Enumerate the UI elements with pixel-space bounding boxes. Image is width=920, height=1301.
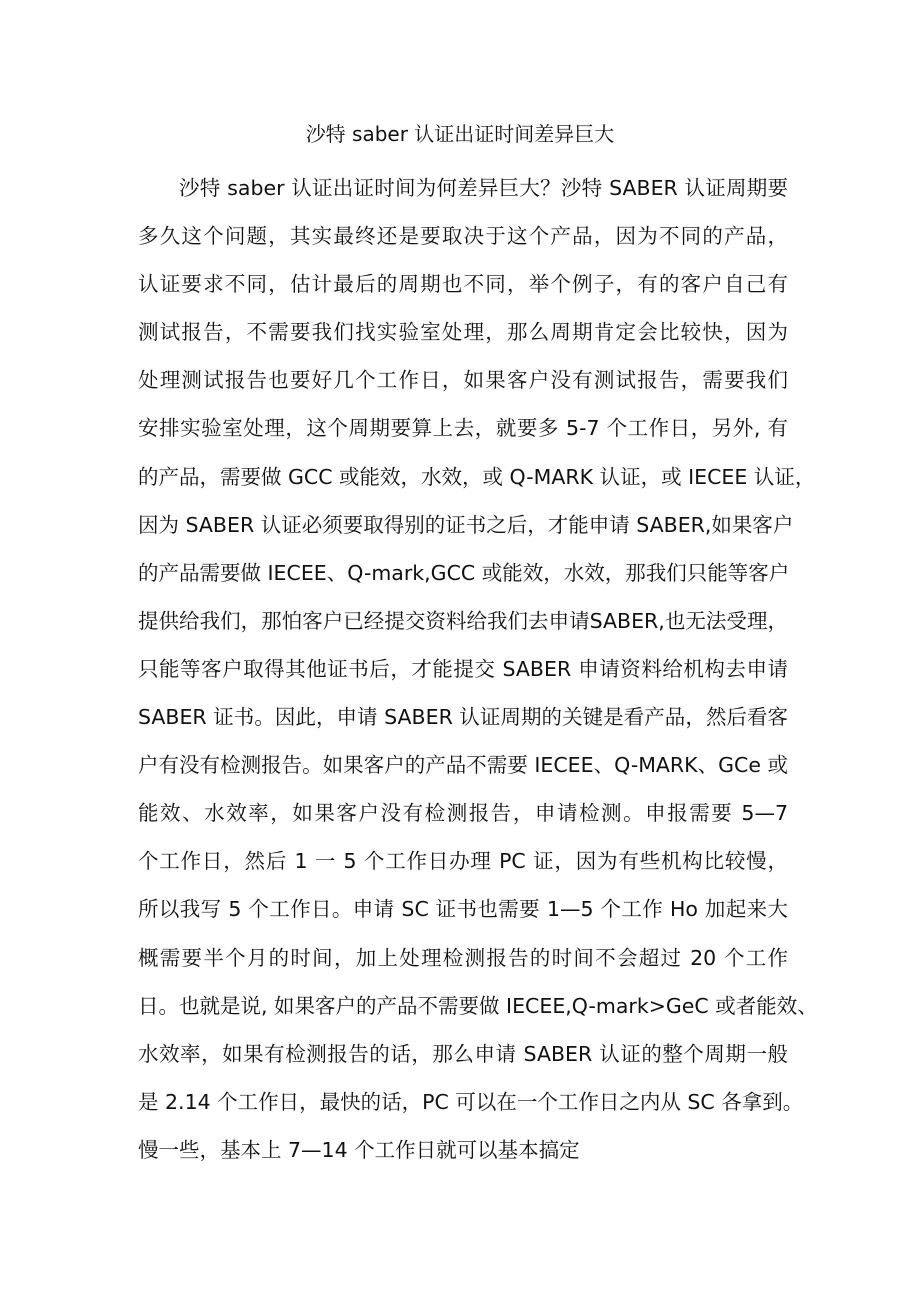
- body-line-5: 处理测试报告也要好几个工作日，如果客户没有测试报告，需要我们: [138, 368, 788, 393]
- document-title: 沙特 saber 认证出证时间差异巨大: [305, 122, 615, 146]
- body-line-8: 因为 SABER 认证必须要取得别的证书之后，才能申请 SABER,如果客户: [138, 512, 794, 537]
- body-line-7: 的产品，需要做 GCC 或能效，水效，或 Q-MARK 认证，或 IECEE 认证，: [138, 464, 816, 489]
- body-line-15: 个工作日，然后 1 一 5 个工作日办理 PC 证，因为有些机构比较慢，: [138, 849, 788, 874]
- body-line-17: 概需要半个月的时间，加上处理检测报告的时间不会超过 20 个工作: [138, 945, 788, 970]
- body-line-10: 提供给我们，那怕客户已经提交资料给我们去申请SABER,也无法受理，: [138, 608, 788, 633]
- body-line-16: 所以我写 5 个工作日。申请 SC 证书也需要 1—5 个工作 Ho 加起来大: [138, 897, 788, 922]
- body-line-6: 安排实验室处理，这个周期要算上去，就要多 5-7 个工作日，另外, 有: [138, 416, 788, 441]
- document-body: [138, 164, 818, 1174]
- body-line-14: 能效、水效率，如果客户没有检测报告，申请检测。申报需要 5—7: [138, 801, 788, 826]
- body-line-2: 多久这个问题，其实最终还是要取决于这个产品，因为不同的产品，: [138, 224, 788, 249]
- body-line-21: 慢一些，基本上 7—14 个工作日就可以基本搞定: [138, 1137, 580, 1162]
- body-line-19: 水效率，如果有检测报告的话，那么申请 SABER 认证的整个周期一般: [138, 1041, 788, 1066]
- body-line-9: 的产品需要做 IECEE、Q-mark,GCC 或能效，水效，那我们只能等客户: [138, 560, 790, 585]
- body-line-3: 认证要求不同，估计最后的周期也不同，举个例子，有的客户自己有: [138, 272, 788, 297]
- body-line-20: 是 2.14 个工作日，最快的话，PC 可以在一个工作日之内从 SC 各拿到。: [138, 1089, 804, 1114]
- body-line-18: 日。也就是说, 如果客户的产品不需要做 IECEE,Q-mark>GeC 或者能效、: [138, 993, 818, 1018]
- body-line-11: 只能等客户取得其他证书后，才能提交 SABER 申请资料给机构去申请: [138, 656, 788, 681]
- body-line-1: 沙特 saber 认证出证时间为何差异巨大？沙特 SABER 认证周期要: [179, 176, 788, 200]
- body-line-12: SABER 证书。因此，申请 SABER 认证周期的关键是看产品，然后看客: [138, 705, 788, 730]
- body-line-13: 户有没有检测报告。如果客户的产品不需要 IECEE、Q-MARK、GCe 或: [138, 753, 788, 778]
- body-line-4: 测试报告，不需要我们找实验室处理，那么周期肯定会比较快，因为: [138, 320, 788, 345]
